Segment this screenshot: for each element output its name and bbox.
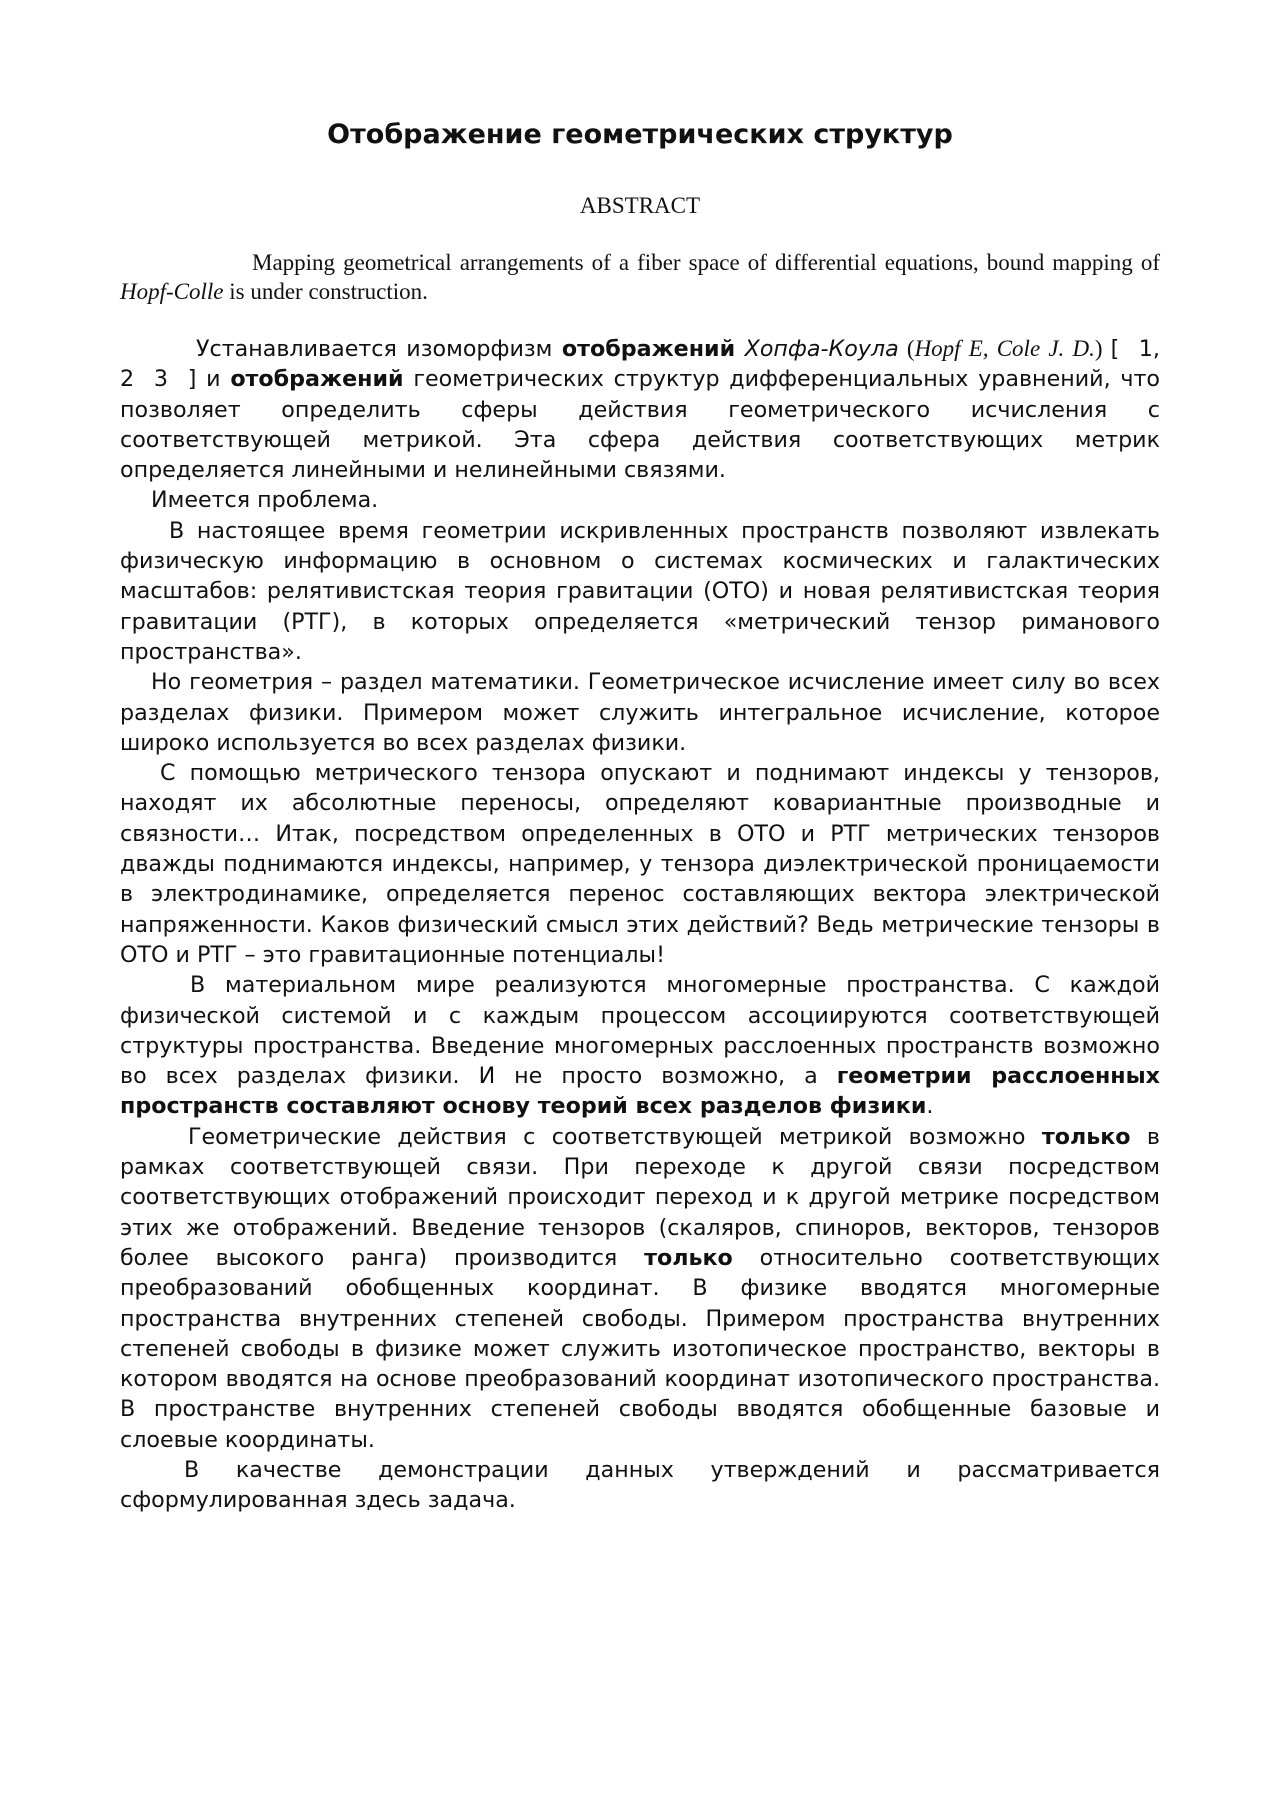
document-body: [120, 334, 1160, 1516]
paragraph-curved-spaces: В настоящее время геометрии искривленных пространств позволяют извлекать физическую информацию в основном о системах космических и галактических масштабов: релятивистская теория гравитации (ОТО) и новая релятивистская теория гравитации (РТГ), в которых определяется «метрический тензор риманового пространства».: [120, 517, 1160, 665]
document-title: Отображение геометрических структур: [327, 119, 953, 150]
text-run: .: [926, 1093, 934, 1120]
text-run: и: [196, 366, 231, 393]
bold-text: только: [1041, 1123, 1131, 1150]
paragraph-geometry-math: Но геометрия – раздел математики. Геометрическое исчисление имеет силу во всех разделах физики. Примером может служить интегральное исчисление, которое широко используется во всех разделах физики.: [120, 669, 1160, 756]
paragraph-material-world: [120, 970, 1160, 1121]
citation-authors: Hopf E, Cole J. D.: [914, 336, 1095, 361]
italic-text: Хопфа-Коула: [744, 336, 899, 362]
text-run: [735, 336, 744, 362]
text-run: в рамках соответствующей связи. При переходе к другой связи посредством соответствующих отображений происходит переход и к другой метрике посредством этих же отображений. Введение тензоров (скаляров, спиноров, векторов, тензоров более высокого ранга) производится: [120, 1123, 1160, 1271]
text-run: В материальном мире реализуются многомерные пространства. С каждой физической системой и с каждым процессом ассоциируются соответствующей структуры пространства. Введение многомерных расслоенных пространств возможно во всех разделах физики. И не просто возможно, а: [120, 972, 1160, 1090]
abstract-text: [120, 248, 1160, 306]
bold-text: отображений: [230, 366, 404, 393]
paragraph-isomorphism: [120, 334, 1160, 485]
text-run: относительно соответствующих преобразований обобщенных координат. В физике вводятся многомерные пространства внутренних степеней свободы. Примером пространства внутренних степеней свободы в физике может служить изотопическое пространство, векторы в котором вводятся на основе преобразований координат изотопического пространства. В пространстве внутренних степеней свободы вводятся обобщенные базовые и слоевые координаты.: [120, 1244, 1160, 1453]
abstract-text-end: is under construction.: [223, 279, 428, 304]
bold-text: геометрии расслоенных пространств составляют основу теорий всех разделов физики: [120, 1063, 1160, 1120]
abstract-text-start: Mapping geometrical arrangements of a fiber space of differential equations, bound mapping of: [252, 250, 1160, 275]
reference-list: [ 1, 2 3 ]: [120, 336, 1160, 393]
text-run: Устанавливается изоморфизм: [196, 336, 562, 362]
abstract-heading: ABSTRACT: [579, 193, 701, 218]
paragraph-metric-tensor: С помощью метрического тензора опускают и поднимают индексы у тензоров, находят их абсолютные переносы, определяют ковариантные производные и связности… Итак, посредством определенных в ОТО и РТГ метрических тензоров дважды поднимаются индексы, например, у тензора диэлектрической проницаемости в электродинамике, определяется перенос составляющих вектора электрической напряженности. Каков физический смысл этих действий? Ведь метрические тензоры в ОТО и РТГ – это гравитационные потенциалы!: [120, 760, 1160, 968]
text-run: Геометрические действия с соответствующей метрикой возможно: [188, 1123, 1042, 1150]
text-run: ): [1094, 336, 1111, 361]
abstract-author: Hopf-Colle: [120, 279, 224, 304]
bold-text: только: [644, 1244, 733, 1271]
text-run: геометрических структур дифференциальных уравнений, что позволяет определить сферы действия геометрического исчисления с соответствующей метрикой. Эта сфера действия соответствующих метрик определяется линейными и нелинейными связями.: [120, 366, 1160, 484]
paragraph-demonstration: В качестве демонстрации данных утверждений и рассматривается сформулированная здесь задача.: [120, 1456, 1160, 1514]
bold-text: отображений: [561, 336, 736, 362]
document-page: [120, 0, 1160, 1811]
paragraph-problem: Имеется проблема.: [151, 487, 379, 514]
text-run: (: [898, 336, 915, 361]
paragraph-geometric-actions: [120, 1122, 1160, 1455]
